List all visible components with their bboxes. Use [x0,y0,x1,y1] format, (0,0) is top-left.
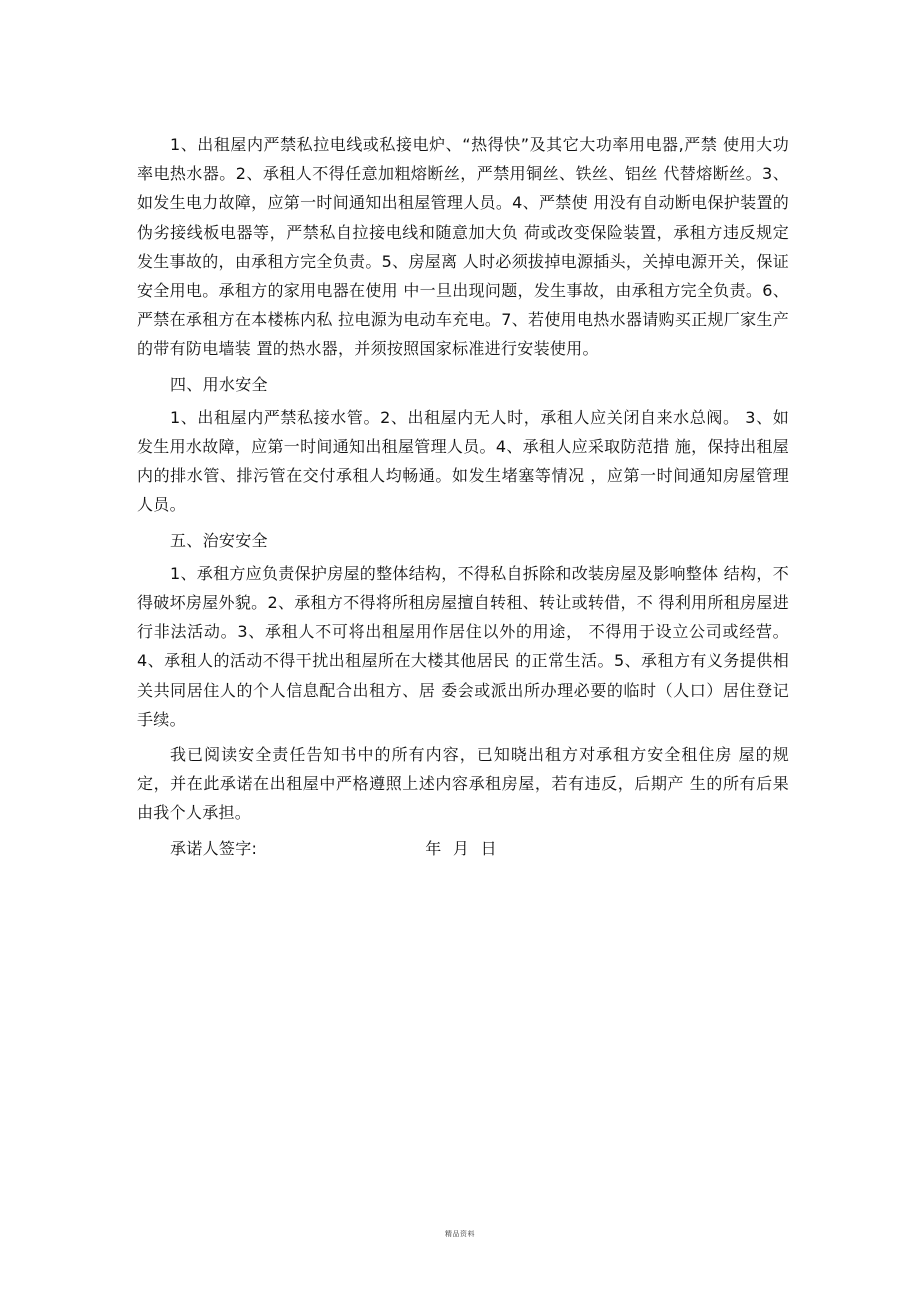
signature-row [137,834,789,863]
date-label: 年 月 日 [425,838,497,858]
declaration-paragraph: 我已阅读安全责任告知书中的所有内容，已知晓出租方对承租方安全租住房 屋的规定，并在此承诺在出租屋中严格遵照上述内容承租房屋，若有违反，后期产 生的所有后果由我个人承担。 [137,745,789,823]
footer-watermark: 精品资料 [445,1230,475,1238]
security-items: 1、承租方应负责保护房屋的整体结构，不得私自拆除和改装房屋及影响整体 结构，不得破坏房屋外貌。2、承租方不得将所租房屋擅自转租、转让或转借，不 得利用所租房屋进行非法活动。3、承租人不可将出租屋用作居住以外的用途， 不得用于设立公司或经营。4、承租人的活动不得干扰出租屋所在大楼其他居民 的正常生活。5、承租方有义务提供相关共同居住人的个人信息配合出租方、居 委会或派出所办理必要的临时（人口）居住登记手续。 [137,563,789,729]
electric-safety-items: 1、出租屋内严禁私拉电线或私接电炉、“热得快”及其它大功率用电器,严禁 使用大功率电热水器。2、承租人不得任意加粗熔断丝，严禁用铜丝、铁丝、铝丝 代替熔断丝。3、如发生电力故障，应第一时间通知出租屋管理人员。4、严禁使 用没有自动断电保护装置的伪劣接线板电器等，严禁私自拉接电线和随意加大负 荷或改变保险装置，承租方违反规定发生事故的，由承租方完全负责。5、房屋离 人时必须拔掉电源插头，关掉电源开关，保证安全用电。承租方的家用电器在使用 中一旦出现问题，发生事故，由承租方完全负责。6、严禁在承租方在本楼栋内私 拉电源为电动车充电。7、若使用电热水器请购买正规厂家生产的带有防电墙装 置的热水器，并须按照国家标准进行安装使用。 [137,135,789,359]
water-safety-items: 1、出租屋内严禁私接水管。2、出租屋内无人时，承租人应关闭自来水总阀。 3、如发生用水故障，应第一时间通知出租屋管理人员。4、承租人应采取防范措 施，保持出租屋内的排水管、排污管在交付承租人均畅通。如发生堵塞等情况 ，应第一时间通知房屋管理人员。 [137,407,789,515]
water-safety-heading: 四、用水安全 [170,374,268,394]
document-body [137,130,789,863]
security-heading: 五、治安安全 [170,530,268,550]
signature-label: 承诺人签字: [170,838,258,858]
